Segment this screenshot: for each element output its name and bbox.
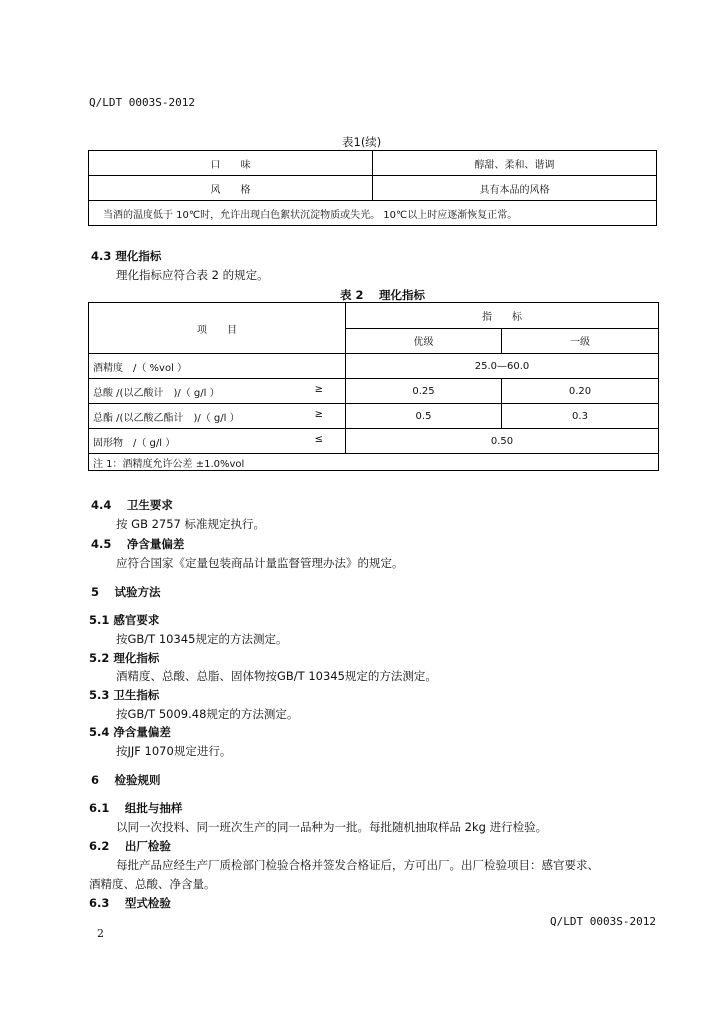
table2-note: 注 1：酒精度允许公差 ±1.0%vol	[89, 454, 659, 471]
section-text-6-2-line1: 每批产品应经生产厂质检部门检验合格并签发合格证后，方可出厂。出厂检验项目：感官要求、	[116, 858, 599, 872]
table-row	[89, 176, 657, 201]
section-heading-5-2: 5.2 理化指标	[89, 651, 160, 665]
table2-item-label: 固形物 /（ g/l ）	[93, 437, 176, 449]
table1-caption: 表1(续)	[342, 135, 382, 149]
table2-item-cell	[89, 429, 346, 454]
section-text-4-3: 理化指标应符合表 2 的规定。	[116, 268, 269, 282]
table2-header-grade2: 一级	[502, 328, 659, 354]
section-heading-6: 6 检验规则	[91, 773, 161, 787]
table2-item-cell	[89, 354, 346, 379]
section-heading-6-1: 6.1 组批与抽样	[89, 801, 183, 815]
table2-compare-sign: ≤	[314, 433, 323, 445]
table-row	[89, 354, 659, 379]
table1-note: 当酒的温度低于 10℃时，允许出现白色絮状沉淀物质或失光。 10℃以上时应逐渐恢复正常。	[89, 201, 657, 226]
section-heading-5-3: 5.3 卫生指标	[89, 688, 160, 702]
section-text-4-4: 按 GB 2757 标准规定执行。	[116, 517, 266, 531]
section-heading-6-2: 6.2 出厂检验	[89, 839, 171, 853]
section-text-5-3: 按GB/T 5009.48规定的方法测定。	[116, 707, 299, 721]
table2	[88, 302, 659, 471]
section-heading-5: 5 试验方法	[91, 585, 161, 599]
table2-merged-value: 0.50	[346, 429, 659, 454]
table2-header-index: 指 标	[346, 303, 659, 329]
document-code-header: Q/LDT 0003S-2012	[89, 96, 195, 109]
table1-item-cell: 风 格	[89, 176, 373, 201]
table2-item-label: 总酸 /(以乙酸计 )/（ g/l ）	[93, 387, 220, 399]
table2-merged-value: 25.0—60.0	[346, 354, 659, 379]
table2-header-grade1: 优级	[346, 328, 502, 354]
table-row	[89, 151, 657, 176]
table-row	[89, 429, 659, 454]
section-heading-5-1: 5.1 感官要求	[89, 613, 160, 627]
table2-compare-sign: ≥	[314, 408, 323, 420]
table1-requirement-cell: 具有本品的风格	[373, 176, 657, 201]
table2-caption: 表 2 理化指标	[340, 288, 426, 302]
table-row	[89, 404, 659, 429]
section-heading-6-3: 6.3 型式检验	[89, 896, 171, 910]
table1-item-cell: 口 味	[89, 151, 373, 176]
section-text-5-4: 按JJF 1070规定进行。	[116, 744, 232, 758]
table2-item-cell	[89, 404, 346, 429]
section-text-6-2-line2: 酒精度、总酸、净含量。	[89, 877, 216, 891]
table-row	[89, 379, 659, 404]
table2-compare-sign: ≥	[314, 383, 323, 395]
table1-requirement-cell: 醇甜、柔和、谐调	[373, 151, 657, 176]
section-text-5-2: 酒精度、总酸、总脂、固体物按GB/T 10345规定的方法测定。	[116, 669, 437, 683]
table2-value-grade1: 0.5	[346, 404, 502, 429]
table2-item-label: 总酯 /(以乙酸乙酯计 )/（ g/l ）	[93, 412, 240, 424]
section-heading-4-3: 4.3 理化指标	[91, 249, 162, 263]
section-text-6-1: 以同一次投料、同一班次生产的同一品种为一批。每批随机抽取样品 2kg 进行检验。	[116, 820, 548, 834]
document-code-footer: Q/LDT 0003S-2012	[550, 915, 656, 928]
table2-value-grade1: 0.25	[346, 379, 502, 404]
table1	[88, 150, 657, 226]
table-row	[89, 454, 659, 471]
table2-value-grade2: 0.20	[502, 379, 659, 404]
table2-item-label: 酒精度 /（ %vol ）	[93, 362, 188, 374]
section-heading-4-4: 4.4 卫生要求	[91, 498, 173, 512]
table2-header-item: 项 目	[89, 303, 346, 354]
table2-value-grade2: 0.3	[502, 404, 659, 429]
page-number: 2	[97, 927, 104, 940]
section-text-4-5: 应符合国家《定量包装商品计量监督管理办法》的规定。	[116, 556, 404, 570]
table2-item-cell	[89, 379, 346, 404]
section-text-5-1: 按GB/T 10345规定的方法测定。	[116, 632, 288, 646]
table-row	[89, 201, 657, 226]
section-heading-4-5: 4.5 净含量偏差	[91, 537, 185, 551]
section-heading-5-4: 5.4 净含量偏差	[89, 725, 171, 739]
table-header-row	[89, 303, 659, 329]
